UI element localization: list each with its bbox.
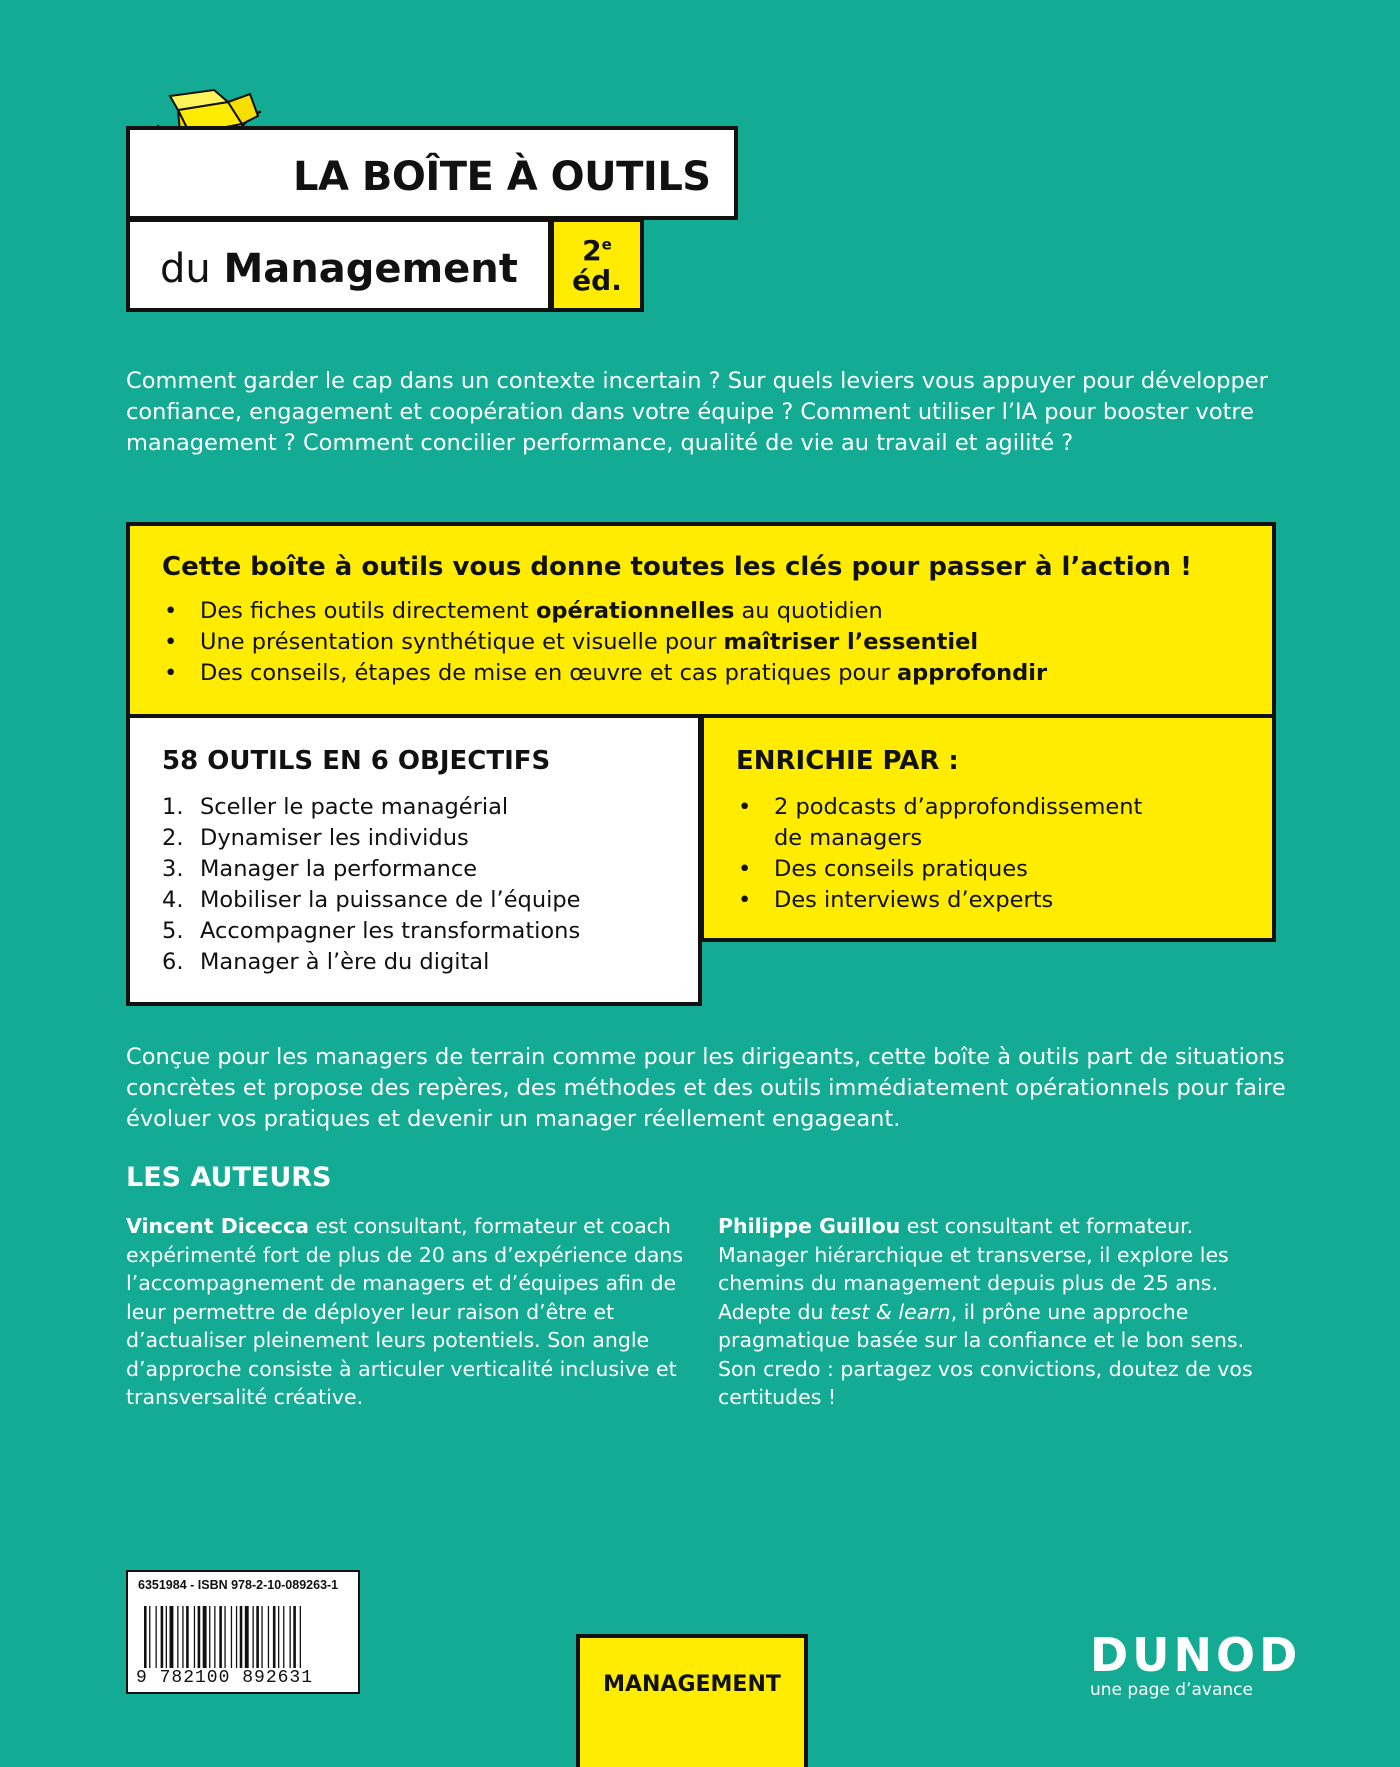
author-bio-1 — [126, 1212, 686, 1412]
subtitle-box — [126, 218, 552, 312]
objective-number: 6. — [162, 949, 184, 975]
author-bio-text: est consultant, formateur et coach expérimenté fort de plus de 20 ans d’expérience dans l’accompagnement de managers et d’équipes afin de leur permettre de déployer leur raison d’être et d’actualiser pleinement leurs potentiels. Son angle d’approche consiste à articuler verticalité inclusive et transversalité créative. — [126, 1214, 684, 1409]
key-benefit-item — [162, 596, 1272, 627]
category-tab: MANAGEMENT — [576, 1634, 808, 1767]
publisher-logo — [1090, 1628, 1302, 1700]
subtitle-prefix: du — [160, 246, 211, 292]
edition-number: 2 — [582, 234, 602, 267]
enrichment-heading: ENRICHIE PAR : — [736, 746, 959, 776]
benefit-bold: opérationnelles — [535, 598, 735, 624]
authors-heading: LES AUTEURS — [126, 1162, 332, 1193]
edition-badge — [550, 218, 644, 312]
objective-item — [162, 792, 698, 823]
author-name: Philippe Guillou — [718, 1214, 901, 1238]
objective-label: Manager la performance — [200, 856, 478, 882]
objective-label: Dynamiser les individus — [200, 825, 469, 851]
objective-label: Sceller le pacte managérial — [200, 794, 509, 820]
barcode-number: 9 782100 892631 — [136, 1668, 314, 1688]
barcode-bars-icon — [144, 1606, 344, 1668]
author-bio-text: est consultant et formateur. Manager hiérarchique et transverse, il explore les chemins du management depuis plus de 25 ans. Adepte du — [718, 1214, 1229, 1324]
objective-number: 1. — [162, 794, 184, 820]
benefit-text: Une présentation synthétique et visuelle pour — [200, 629, 724, 655]
author-name: Vincent Dicecca — [126, 1214, 309, 1238]
objectives-heading: 58 OUTILS EN 6 OBJECTIFS — [162, 746, 551, 776]
isbn-line: 6351984 - ISBN 978-2-10-089263-1 — [138, 1578, 339, 1592]
objective-number: 2. — [162, 825, 184, 851]
objectives-box — [126, 714, 702, 1006]
publisher-tagline: une page d’avance — [1090, 1680, 1253, 1700]
objective-label: Accompagner les transformations — [200, 918, 581, 944]
book-subtitle — [160, 246, 518, 292]
objective-number: 3. — [162, 856, 184, 882]
enrichment-item: • 2 podcasts d’approfondissement de managers — [736, 792, 1176, 854]
objective-item — [162, 854, 698, 885]
title-box — [126, 126, 738, 220]
author-bio-italic: test & learn — [830, 1299, 951, 1324]
book-title: LA BOÎTE À OUTILS — [293, 154, 711, 200]
enrichment-box — [700, 714, 1276, 942]
objective-item — [162, 916, 698, 947]
benefit-bold: approfondir — [896, 660, 1048, 686]
author-bio-text: , il prône une approche pragmatique basée sur la confiance et le bon sens. Son credo : partagez vos convictions, doutez de vos certitudes ! — [718, 1299, 1253, 1409]
intro-paragraph: Comment garder le cap dans un contexte incertain ? Sur quels leviers vous appuyer pour développer confiance, engagement et coopération dans votre équipe ? Comment utiliser l’IA pour booster votre management ? Comment concilier performance, qualité de vie au travail et agilité ? — [126, 368, 1268, 456]
key-benefit-item — [162, 627, 1272, 658]
concept-paragraph: Conçue pour les managers de terrain comme pour les dirigeants, cette boîte à outils part de situations concrètes et propose des repères, des méthodes et des outils immédiatement opérationnels pour faire évoluer vos pratiques et devenir un manager réellement engageant. — [126, 1044, 1286, 1132]
benefit-after: au quotidien — [734, 598, 883, 624]
key-benefits-box — [126, 522, 1276, 718]
objective-item — [162, 947, 698, 978]
edition-sup: e — [601, 235, 612, 254]
benefit-text: Des fiches outils directement — [200, 598, 536, 624]
subtitle-main: Management — [223, 246, 518, 292]
objective-label: Mobiliser la puissance de l’équipe — [200, 887, 581, 913]
benefit-text: Des conseils, étapes de mise en œuvre et cas pratiques pour — [200, 660, 897, 686]
barcode — [126, 1570, 360, 1694]
enrichment-item: • Des interviews d’experts — [736, 885, 1176, 916]
objective-label: Manager à l’ère du digital — [200, 949, 490, 975]
objective-item — [162, 885, 698, 916]
objective-item — [162, 823, 698, 854]
enrichment-item: • Des conseils pratiques — [736, 854, 1176, 885]
key-benefits-heading: Cette boîte à outils vous donne toutes les clés pour passer à l’action ! — [162, 552, 1192, 582]
key-benefit-item — [162, 658, 1272, 689]
edition-suffix: éd. — [572, 264, 622, 297]
objective-number: 5. — [162, 918, 184, 944]
publisher-name: DUNOD — [1090, 1628, 1302, 1682]
author-bio-2 — [718, 1212, 1278, 1412]
objective-number: 4. — [162, 887, 184, 913]
benefit-bold: maîtriser l’essentiel — [723, 629, 979, 655]
